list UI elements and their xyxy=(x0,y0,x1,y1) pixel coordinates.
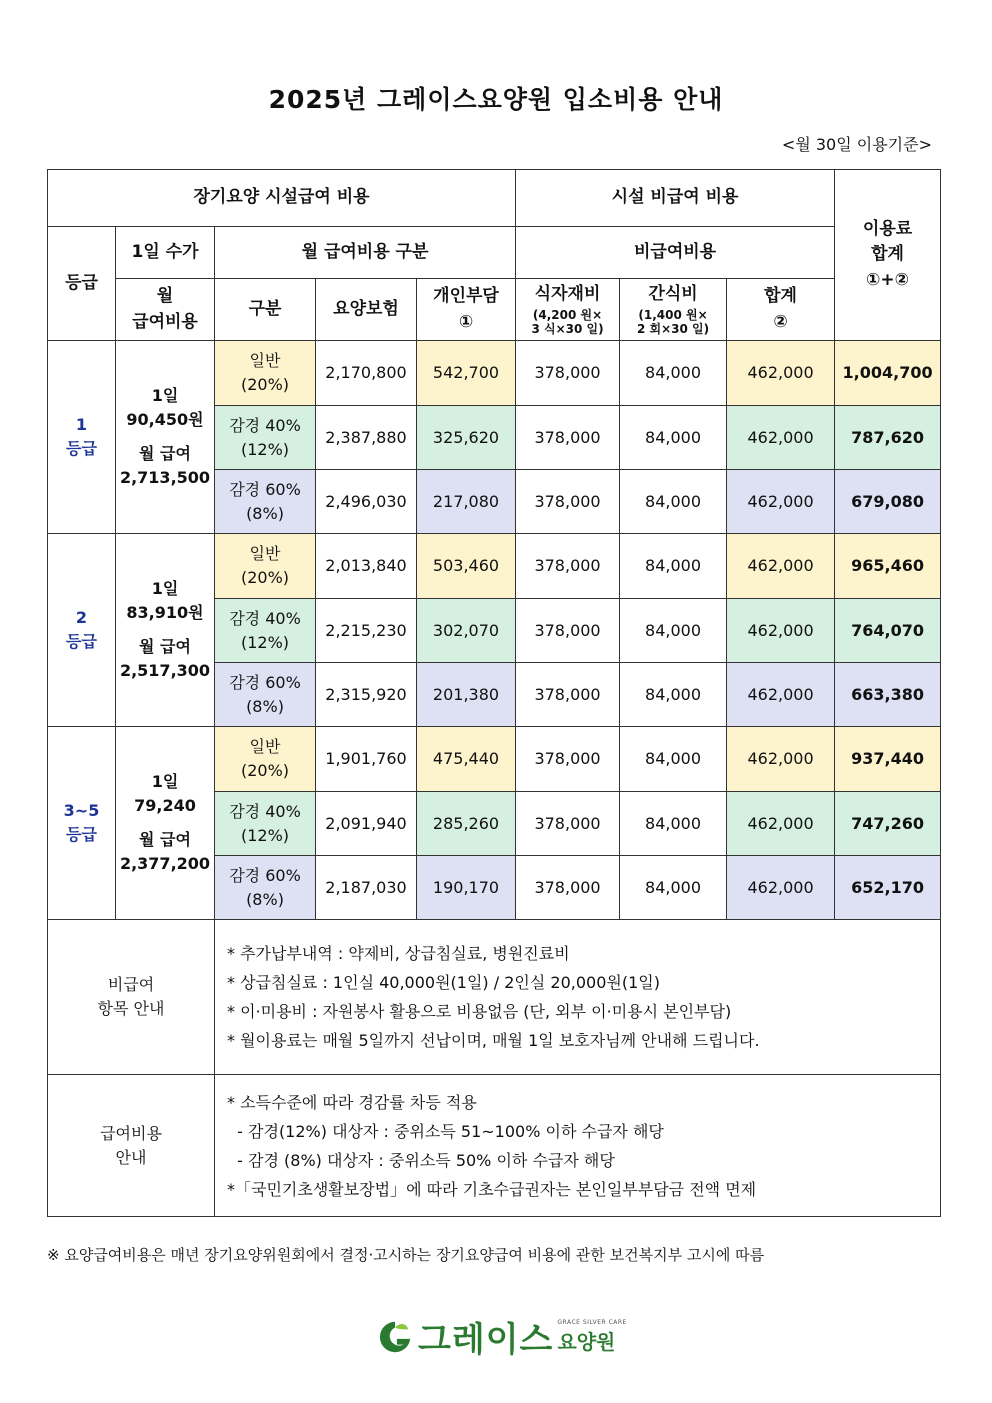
meal-cell: 378,000 xyxy=(516,792,620,856)
note-item: * 소득수준에 따라 경감률 차등 적용 xyxy=(227,1092,477,1112)
rate-info: 1일 79,240 월 급여 2,377,200 xyxy=(116,727,215,920)
meal-header: 식자재비 (4,200 원× 3 식×30 일) xyxy=(516,279,620,341)
grade-label: 1 등급 xyxy=(48,341,116,534)
sum-cell: 462,000 xyxy=(727,792,835,856)
total-cell: 679,080 xyxy=(835,470,941,534)
category-cell: 일반 (20%) xyxy=(215,534,316,599)
nonbenefit-note-items xyxy=(215,920,941,1075)
nonbenefit-sub-header: 비급여비용 xyxy=(516,227,835,279)
sum-header: 합계 ② xyxy=(727,279,835,341)
meal-cell: 378,000 xyxy=(516,856,620,920)
logo-name: 그레이스 xyxy=(418,1320,554,1360)
snack-cell: 84,000 xyxy=(620,663,727,727)
snack-cell: 84,000 xyxy=(620,856,727,920)
personal-cell: 217,080 xyxy=(417,470,516,534)
personal-cell: 285,260 xyxy=(417,792,516,856)
insurance-cell: 2,215,230 xyxy=(316,599,417,663)
note-item: * 이·미용비 : 자원봉사 활용으로 비용없음 (단, 외부 이·미용시 본인부담) xyxy=(227,1002,732,1021)
personal-cell: 503,460 xyxy=(417,534,516,599)
personal-cell: 475,440 xyxy=(417,727,516,792)
total-cell: 764,070 xyxy=(835,599,941,663)
insurance-cell: 1,901,760 xyxy=(316,727,417,792)
snack-header: 간식비 (1,400 원× 2 회×30 일) xyxy=(620,279,727,341)
table-row xyxy=(48,534,941,599)
total-cell: 787,620 xyxy=(835,406,941,470)
insurance-cell: 2,013,840 xyxy=(316,534,417,599)
grade-rows xyxy=(48,341,941,920)
insurance-cell: 2,170,800 xyxy=(316,341,417,406)
snack-cell: 84,000 xyxy=(620,792,727,856)
grade-label: 3~5 등급 xyxy=(48,727,116,920)
sum-cell: 462,000 xyxy=(727,663,835,727)
snack-cell: 84,000 xyxy=(620,727,727,792)
fee-table xyxy=(47,169,941,1217)
sum-cell: 462,000 xyxy=(727,727,835,792)
sum-cell: 462,000 xyxy=(727,534,835,599)
grace-logo-icon xyxy=(376,1318,414,1356)
personal-cell: 325,620 xyxy=(417,406,516,470)
monthly-group-header: 월 급여비용 구분 xyxy=(215,227,516,279)
personal-cell: 201,380 xyxy=(417,663,516,727)
insurance-cell: 2,315,920 xyxy=(316,663,417,727)
meal-cell: 378,000 xyxy=(516,534,620,599)
note-item: * 월이용료는 매월 5일까지 선납이며, 매월 1일 보호자님께 안내해 드립니다. xyxy=(227,1031,760,1050)
monthly-cost-header: 월 급여비용 xyxy=(116,279,215,341)
total-cell: 965,460 xyxy=(835,534,941,599)
table-row xyxy=(48,727,941,792)
personal-cell: 190,170 xyxy=(417,856,516,920)
note-item: - 감경 (8%) 대상자 : 중위소득 50% 이하 수급자 해당 xyxy=(227,1150,615,1170)
sum-cell: 462,000 xyxy=(727,599,835,663)
snack-cell: 84,000 xyxy=(620,599,727,663)
benefit-note-items xyxy=(215,1075,941,1217)
note-item: * 상급침실료 : 1인실 40,000원(1일) / 2인실 20,000원(1일) xyxy=(227,973,660,992)
total-cell: 652,170 xyxy=(835,856,941,920)
grade-label: 2 등급 xyxy=(48,534,116,727)
snack-cell: 84,000 xyxy=(620,341,727,406)
category-cell: 일반 (20%) xyxy=(215,341,316,406)
personal-cell: 302,070 xyxy=(417,599,516,663)
total-cell: 747,260 xyxy=(835,792,941,856)
sum-cell: 462,000 xyxy=(727,856,835,920)
total-cell: 663,380 xyxy=(835,663,941,727)
note-item: *「국민기초생활보장법」에 따라 기초수급권자는 본인일부부담금 전액 면제 xyxy=(227,1179,757,1199)
meal-cell: 378,000 xyxy=(516,599,620,663)
logo-sub: GRACE SILVER CARE xyxy=(557,1318,627,1326)
insurance-cell: 2,091,940 xyxy=(316,792,417,856)
category-cell: 일반 (20%) xyxy=(215,727,316,792)
sum-cell: 462,000 xyxy=(727,406,835,470)
snack-cell: 84,000 xyxy=(620,470,727,534)
total-header: 이용료 합계 ①+② xyxy=(835,170,941,341)
category-cell: 감경 60% (8%) xyxy=(215,856,316,920)
category-cell: 감경 60% (8%) xyxy=(215,663,316,727)
daily-header: 1일 수가 xyxy=(116,227,215,279)
sum-cell: 462,000 xyxy=(727,470,835,534)
ltc-header: 장기요양 시설급여 비용 xyxy=(48,170,516,227)
snack-cell: 84,000 xyxy=(620,534,727,599)
insurance-header: 요양보험 xyxy=(316,279,417,341)
note-item: - 감경(12%) 대상자 : 중위소득 51~100% 이하 수급자 해당 xyxy=(227,1121,664,1141)
insurance-cell: 2,387,880 xyxy=(316,406,417,470)
rate-info: 1일 83,910원 월 급여 2,517,300 xyxy=(116,534,215,727)
meal-cell: 378,000 xyxy=(516,341,620,406)
snack-cell: 84,000 xyxy=(620,406,727,470)
benefit-note-label: 급여비용 안내 xyxy=(48,1075,215,1217)
personal-header: 개인부담 ① xyxy=(417,279,516,341)
nonbenefit-header: 시설 비급여 비용 xyxy=(516,170,835,227)
meal-cell: 378,000 xyxy=(516,663,620,727)
category-cell: 감경 40% (12%) xyxy=(215,792,316,856)
total-cell: 1,004,700 xyxy=(835,341,941,406)
category-cell: 감경 40% (12%) xyxy=(215,599,316,663)
page-title: 2025년 그레이스요양원 입소비용 안내 xyxy=(268,85,724,114)
grade-header: 등급 xyxy=(48,227,116,341)
meal-cell: 378,000 xyxy=(516,406,620,470)
category-cell: 감경 60% (8%) xyxy=(215,470,316,534)
usage-basis: <월 30일 이용기준> xyxy=(781,135,932,154)
sum-cell: 462,000 xyxy=(727,341,835,406)
rate-info: 1일 90,450원 월 급여 2,713,500 xyxy=(116,341,215,534)
personal-cell: 542,700 xyxy=(417,341,516,406)
footer-note: ※ 요양급여비용은 매년 장기요양위원회에서 결정·고시하는 장기요양급여 비용에 관한 보건복지부 고시에 따름 xyxy=(47,1246,765,1264)
insurance-cell: 2,496,030 xyxy=(316,470,417,534)
meal-cell: 378,000 xyxy=(516,470,620,534)
category-cell: 감경 40% (12%) xyxy=(215,406,316,470)
table-row xyxy=(48,341,941,406)
insurance-cell: 2,187,030 xyxy=(316,856,417,920)
meal-cell: 378,000 xyxy=(516,727,620,792)
total-cell: 937,440 xyxy=(835,727,941,792)
logo xyxy=(376,1312,627,1361)
note-item: * 추가납부내역 : 약제비, 상급침실료, 병원진료비 xyxy=(227,944,570,963)
category-header: 구분 xyxy=(215,279,316,341)
nonbenefit-note-label: 비급여 항목 안내 xyxy=(48,920,215,1075)
logo-suffix: 요양원 xyxy=(557,1329,616,1354)
